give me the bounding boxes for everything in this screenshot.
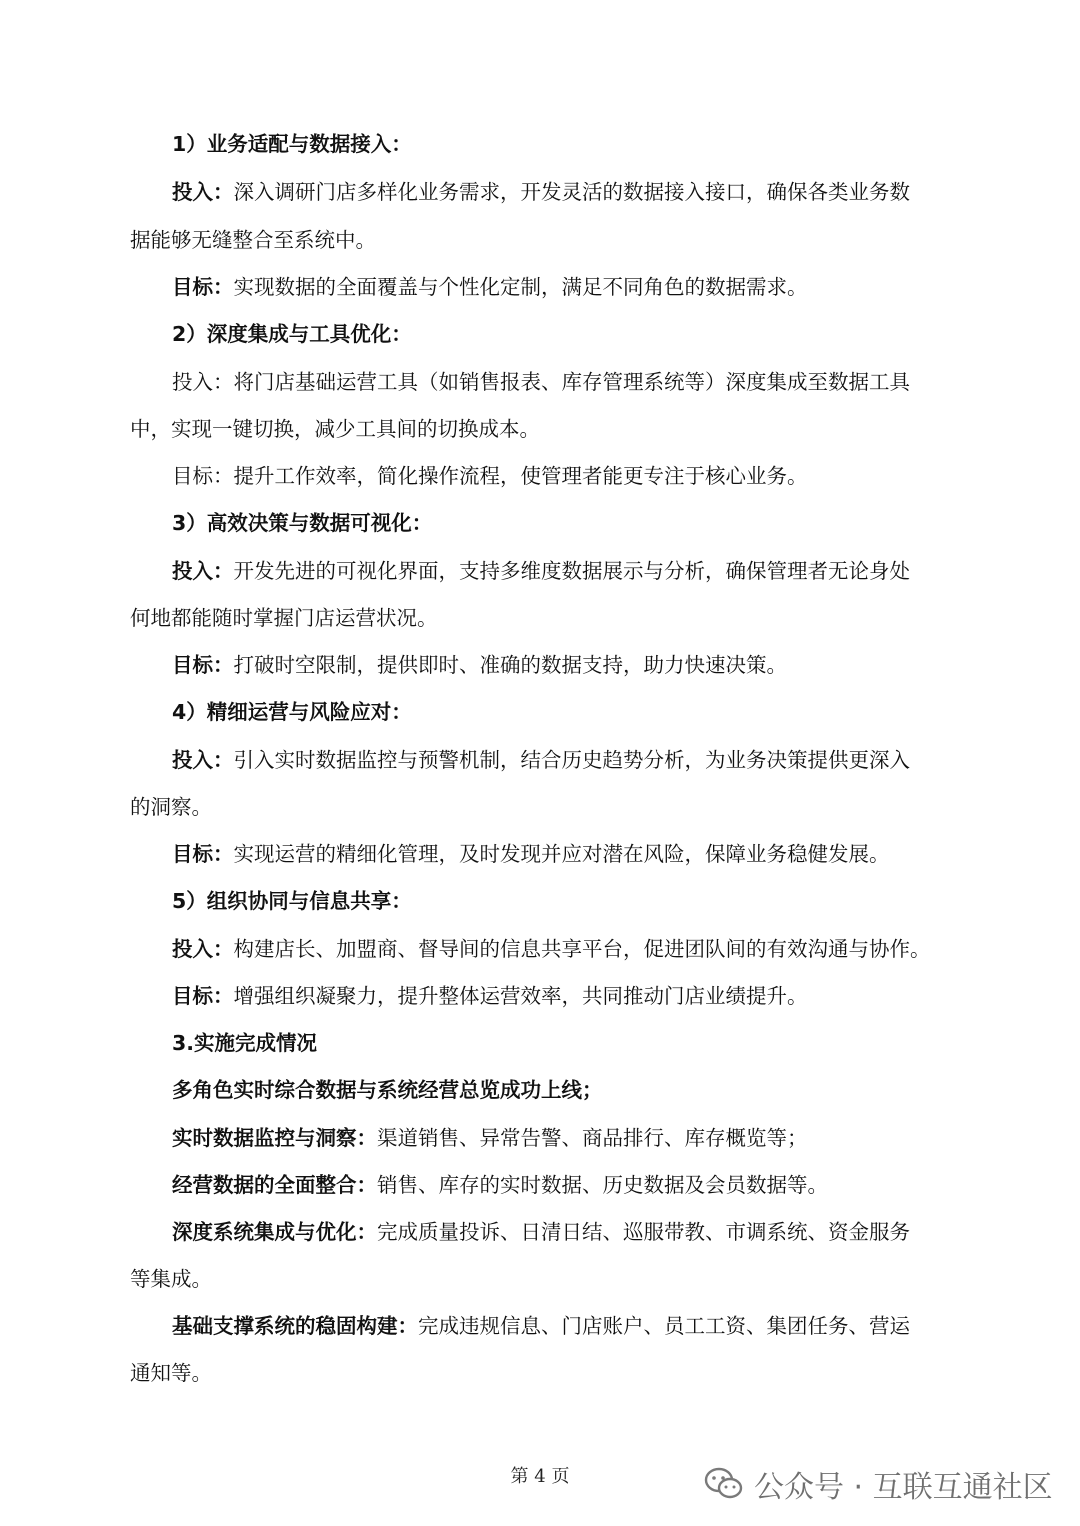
section-3-input-cont: 何地都能随时掌握门店运营状况。 <box>130 606 438 630</box>
item-label: 深度系统集成与优化： <box>172 1220 377 1244</box>
completion-item <box>172 1171 1002 1199</box>
completion-item-cont: 通知等。 <box>130 1361 212 1385</box>
watermark <box>704 1462 1053 1506</box>
wechat-icon <box>704 1467 744 1501</box>
goal-text: 实现运营的精细化管理，及时发现并应对潜在风险，保障业务稳健发展。 <box>233 842 890 866</box>
section-5-heading: 5）组织协同与信息共享： <box>172 889 412 913</box>
item-text: 渠道销售、异常告警、商品排行、库存概览等； <box>377 1126 808 1150</box>
input-text: 构建店长、加盟商、督导间的信息共享平台，促进团队间的有效沟通与协作。 <box>233 937 931 961</box>
input-label: 投入： <box>172 559 234 583</box>
goal-text: 实现数据的全面覆盖与个性化定制，满足不同角色的数据需求。 <box>233 275 808 299</box>
completion-item <box>172 1218 1002 1246</box>
goal-label: 目标： <box>172 984 234 1008</box>
section-2-input <box>172 368 1002 396</box>
section-3-goal <box>172 651 1002 679</box>
goal-text: 增强组织凝聚力，提升整体运营效率，共同推动门店业绩提升。 <box>233 984 808 1008</box>
input-label: 投入： <box>172 180 234 204</box>
item-text: 完成违规信息、门店账户、员工工资、集团任务、营运 <box>418 1314 910 1338</box>
section-3-heading: 3）高效决策与数据可视化： <box>172 511 433 535</box>
goal-label: 目标： <box>172 275 234 299</box>
item-label: 经营数据的全面整合： <box>172 1173 377 1197</box>
section-5-input <box>172 935 1002 963</box>
input-text: 将门店基础运营工具（如销售报表、库存管理系统等）深度集成至数据工具 <box>233 370 910 394</box>
completion-summary: 多角色实时综合数据与系统经营总览成功上线； <box>172 1078 603 1102</box>
section-2-heading: 2）深度集成与工具优化： <box>172 322 412 346</box>
section-4-goal <box>172 840 1002 868</box>
page-number: 第 4 页 <box>510 1466 570 1487</box>
input-text: 引入实时数据监控与预警机制，结合历史趋势分析，为业务决策提供更深入 <box>233 748 910 772</box>
item-text: 销售、库存的实时数据、历史数据及会员数据等。 <box>377 1173 828 1197</box>
input-text: 开发先进的可视化界面，支持多维度数据展示与分析，确保管理者无论身处 <box>233 559 910 583</box>
section-1-goal <box>172 273 1002 301</box>
item-label: 实时数据监控与洞察： <box>172 1126 377 1150</box>
input-text: 深入调研门店多样化业务需求，开发灵活的数据接入接口，确保各类业务数 <box>233 180 910 204</box>
goal-label: 目标： <box>172 653 234 677</box>
input-label: 投入： <box>172 370 234 394</box>
section-1-input <box>172 178 1002 206</box>
completion-item <box>172 1312 1002 1340</box>
item-label: 基础支撑系统的稳固构建： <box>172 1314 418 1338</box>
input-label: 投入： <box>172 937 234 961</box>
section-3-input <box>172 557 1002 585</box>
section-1-heading: 1）业务适配与数据接入： <box>172 132 412 156</box>
section-2-input-cont: 中，实现一键切换，减少工具间的切换成本。 <box>130 417 540 441</box>
goal-label: 目标： <box>172 464 234 488</box>
goal-text: 提升工作效率，简化操作流程，使管理者能更专注于核心业务。 <box>233 464 808 488</box>
section-5-goal <box>172 982 1002 1010</box>
section-2-goal <box>172 462 1002 490</box>
goal-text: 打破时空限制，提供即时、准确的数据支持，助力快速决策。 <box>233 653 787 677</box>
section-1-input-cont: 据能够无缝整合至系统中。 <box>130 228 376 252</box>
completion-item <box>172 1124 1002 1152</box>
section-4-input-cont: 的洞察。 <box>130 795 212 819</box>
completion-heading: 3.实施完成情况 <box>172 1031 318 1055</box>
item-text: 完成质量投诉、日清日结、巡服带教、市调系统、资金服务 <box>377 1220 910 1244</box>
input-label: 投入： <box>172 748 234 772</box>
section-4-heading: 4）精细运营与风险应对： <box>172 700 412 724</box>
goal-label: 目标： <box>172 842 234 866</box>
section-4-input <box>172 746 1002 774</box>
completion-item-cont: 等集成。 <box>130 1267 212 1291</box>
watermark-text: 公众号 · 互联互通社区 <box>754 1470 1053 1505</box>
